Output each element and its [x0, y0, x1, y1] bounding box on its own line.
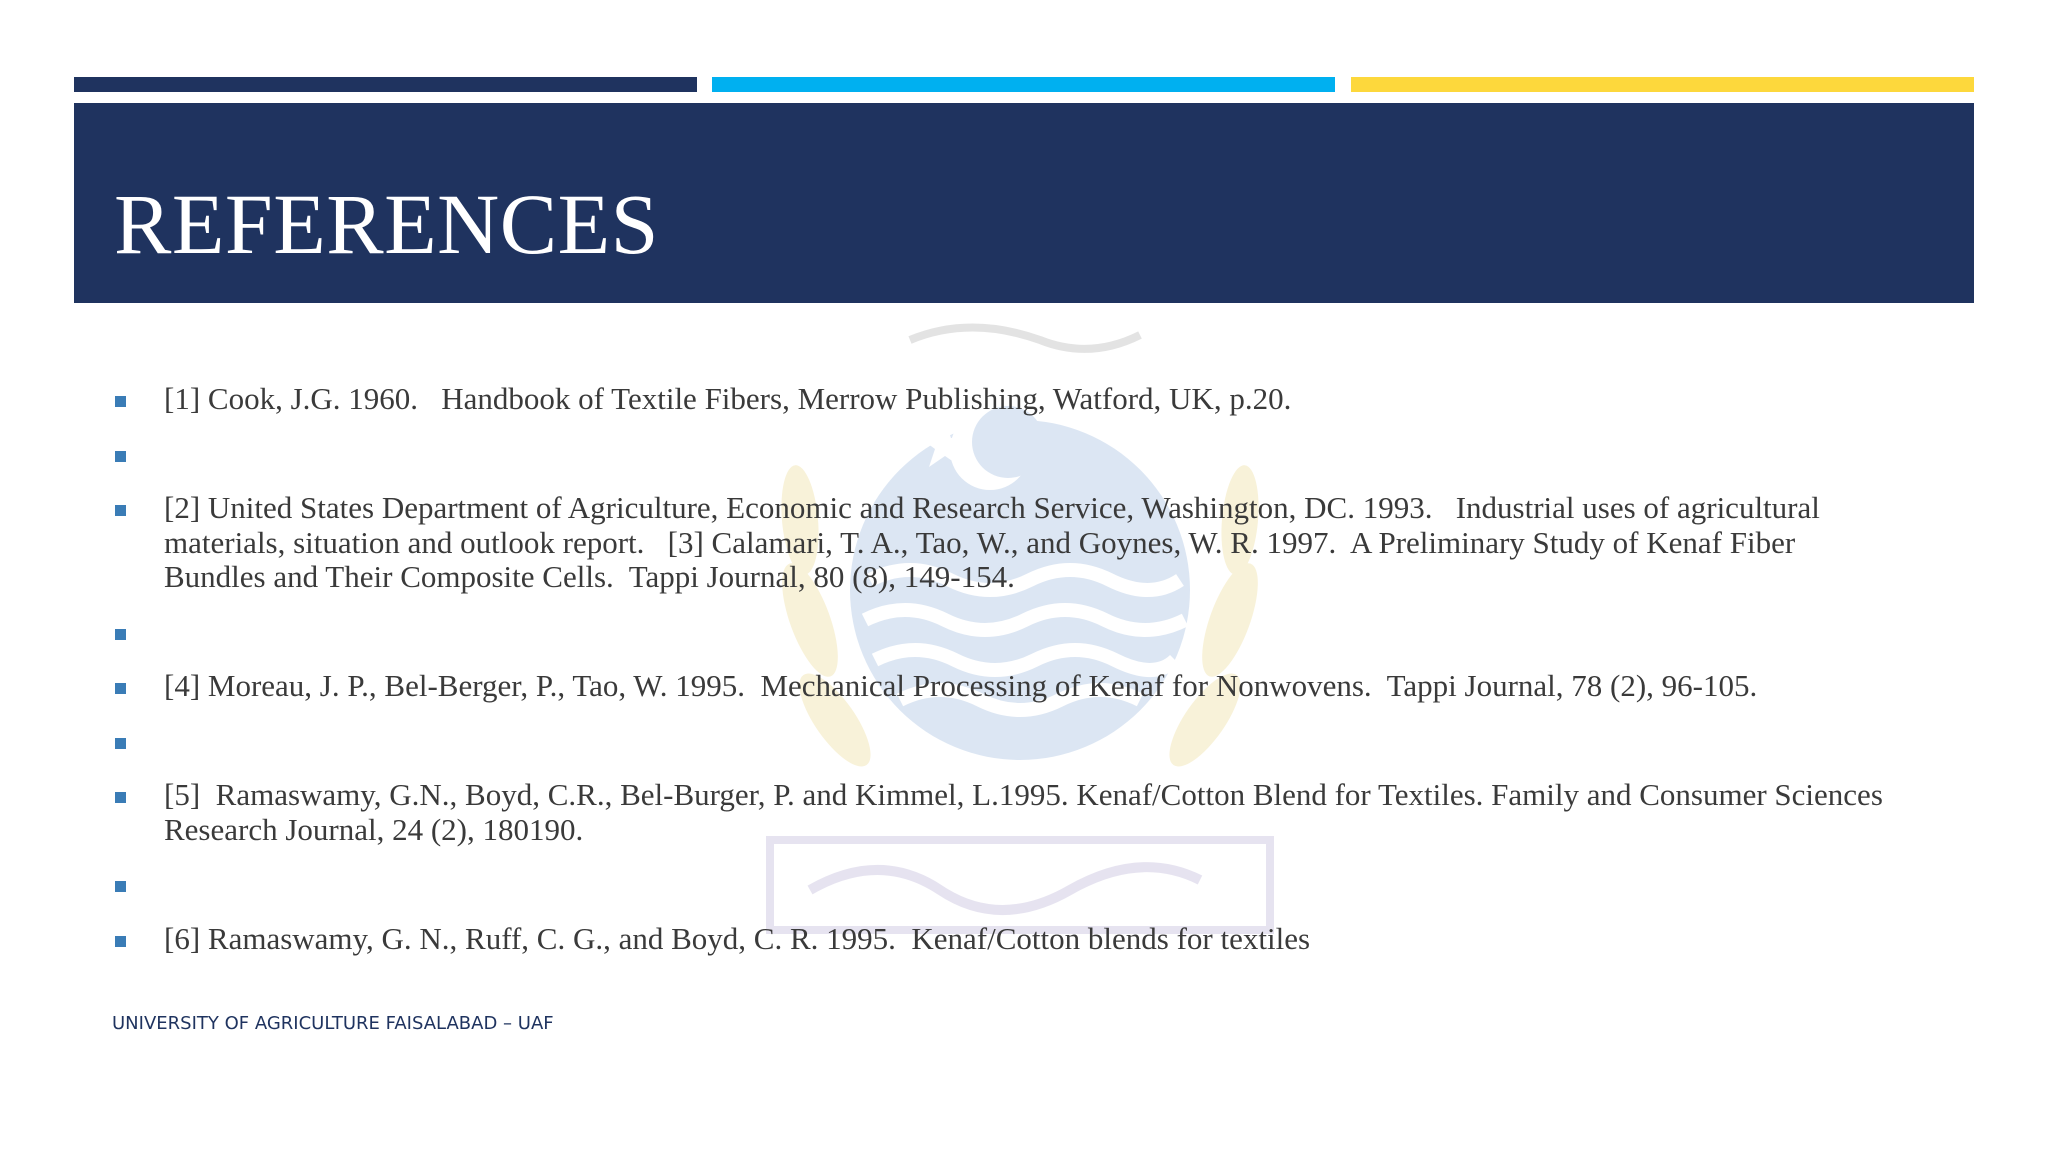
bullet-square-icon — [115, 792, 126, 803]
bullet-square-icon — [115, 396, 126, 407]
reference-text: [5] Ramaswamy, G.N., Boyd, C.R., Bel-Burger, P. and Kimmel, L.1995. Kenaf/Cotton Blend for Textiles. Family and Consumer Sciences Research Journal, 24 (2), 180190. — [164, 777, 1891, 847]
bullet-square-icon — [115, 936, 126, 947]
accent-bar-cyan — [712, 77, 1335, 92]
reference-text: [2] United States Department of Agriculture, Economic and Research Service, Washington, DC. 1993. Industrial uses of agricultural materials, situation and outlook report. [3] Calamari, T. A., Tao, W., and Goynes, W. R. 1997. A Preliminary Study of Kenaf Fiber Bundles and Their Composite Cells. Tappi Journal, 80 (8), 149-154. — [164, 490, 1828, 594]
accent-bar-navy — [74, 77, 697, 92]
reference-item-empty — [112, 437, 1892, 472]
reference-text: [1] Cook, J.G. 1960. Handbook of Textile Fibers, Merrow Publishing, Watford, UK, p.20. — [164, 381, 1292, 416]
bullet-square-icon — [115, 451, 126, 462]
reference-text: [6] Ramaswamy, G. N., Ruff, C. G., and Boyd, C. R. 1995. Kenaf/Cotton blends for textiles — [164, 920, 1311, 956]
reference-item — [112, 778, 1892, 847]
reference-item-empty — [112, 867, 1892, 902]
reference-item — [112, 382, 1892, 417]
reference-item — [112, 669, 1892, 704]
bullet-square-icon — [115, 881, 126, 892]
slide-title: REFERENCES — [114, 176, 659, 272]
reference-item — [112, 922, 1892, 957]
bullet-square-icon — [115, 629, 126, 640]
reference-item-empty — [112, 615, 1892, 650]
references-list — [112, 382, 1892, 976]
reference-text: [4] Moreau, J. P., Bel-Berger, P., Tao, W. 1995. Mechanical Processing of Kenaf for Nonwovens. Tappi Journal, 78 (2), 96-105. — [164, 668, 1758, 703]
bullet-square-icon — [115, 683, 126, 694]
bullet-square-icon — [115, 738, 126, 749]
accent-bar-yellow — [1351, 77, 1974, 92]
slide-footer: UNIVERSITY OF AGRICULTURE FAISALABAD – UAF — [112, 1013, 554, 1034]
title-band — [74, 103, 1974, 303]
reference-item — [112, 491, 1892, 595]
bullet-square-icon — [115, 505, 126, 516]
reference-item-empty — [112, 724, 1892, 759]
